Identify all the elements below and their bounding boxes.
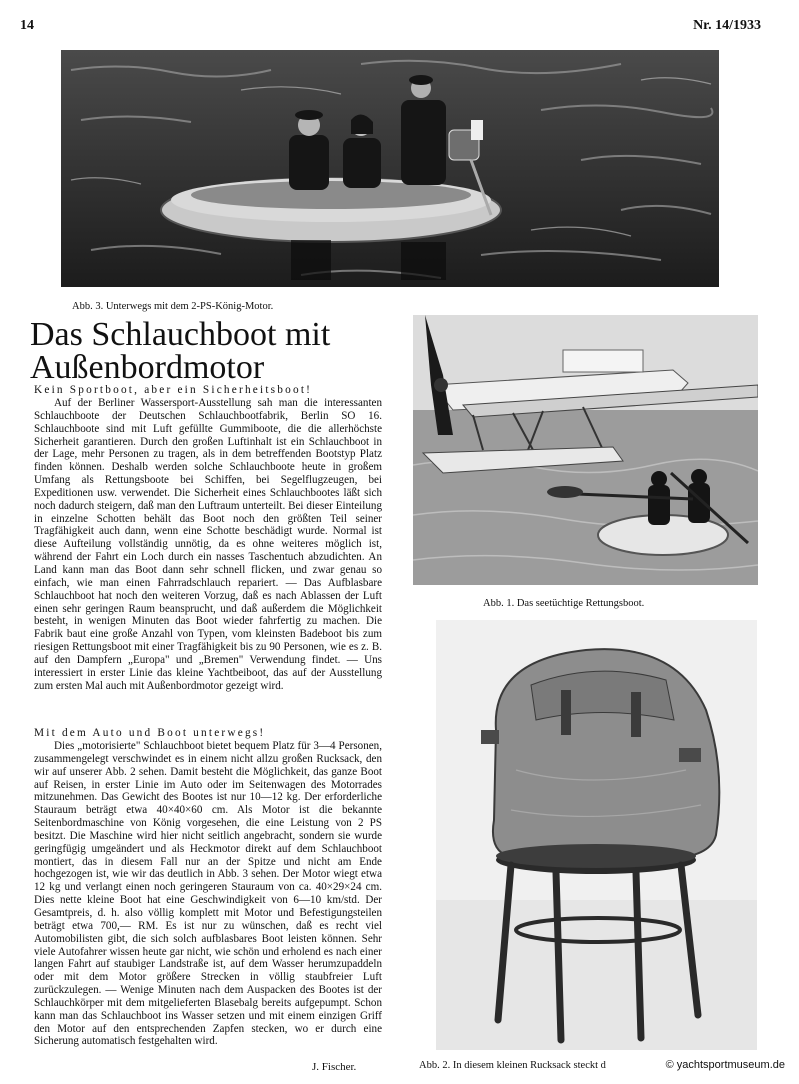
figure-3-caption: Abb. 3. Unterwegs mit dem 2-PS-König-Motor. <box>72 301 274 312</box>
photo-seaplane-rescue-boat <box>413 315 758 585</box>
title-line-2: Außenbordmotor <box>30 349 265 386</box>
photo-boat-with-motor <box>61 50 719 287</box>
article-title <box>30 318 405 384</box>
figure-2-caption: Abb. 2. In diesem kleinen Rucksack steckt d <box>419 1060 606 1071</box>
watermark-credit: © yachtsportmuseum.de <box>665 1059 785 1071</box>
figure-1-caption: Abb. 1. Das seetüchtige Rettungsboot. <box>483 598 645 609</box>
section-2-text: Dies „motorisierte" Schlauchboot bietet bequem Platz für 3—4 Personen, zusammengelegt verschwindet es in einem nicht allzu großen Rucksack, den wir auf unserer Abb. 2 sehen. Damit besteht die Möglichkeit, das ganze Boot auf Reisen, in erster Linie im Auto oder im Seitenwagen des Motorrades mitzunehmen. Das Gewicht des Bootes ist nur 10—12 kg. Der erforderliche Stauraum beträgt etwa 40×40×60 cm. Als Motor ist die bekannte Seitenbordmaschine von König vorgesehen, die eine Leistung von 2 PS besitzt. Die Maschine wird hier nicht seitlich angebracht, sondern sie wurde geringfügig umgeändert und als Heckmotor direkt auf dem Schlauchboot montiert, das in diesem Fall nur an der Spitze und nicht am Ende hochgezogen ist, wie wir das deutlich in Abb. 3 sehen. Der Motor wiegt etwa 12 kg und verlangt einen noch geringeren Stauraum von ca. 40×29×24 cm. Dies nette kleine Boot hat eine Geschwindigkeit von 6—10 km/std. Der Gesamtpreis, d. h. also völlig komplett mit Motor und Befestigungsteilen beträgt etwa 700,— RM. Es ist nur zu wünschen, daß es recht viel Automobilisten gibt, die sich solch aufblasbares Boot leisten können. Sehr viele Autofahrer wissen heute gar nicht, wie schön und erholend es nach einer langen Fahrt auf staubiger Landstraße ist, auf dem Wasser herumzupaddeln oder mit dem Motor größere Strecken in völlig staubfreier Luft zurückzulegen. — Wenige Minuten nach dem Auspacken des Bootes ist der Schlauchkörper mit dem mitgelieferten Blasebalg bereits aufgepumpt. Schon kann man das Schlauchboot ins Wasser setzen und mit einem einzigen Griff den Motor auf den entsprechenden Zapfen stecken, wo er durch eine Sicherung automatisch festgehalten wird. <box>34 740 382 1048</box>
section-2-heading: Mit dem Auto und Boot unterwegs! <box>34 727 266 739</box>
author: J. Fischer. <box>312 1061 357 1073</box>
page-number: 14 <box>20 18 34 33</box>
issue-number: Nr. 14/1933 <box>693 18 761 33</box>
section-1-heading: Kein Sportboot, aber ein Sicherheitsboot! <box>34 384 313 396</box>
section-1-text: Auf der Berliner Wassersport-Ausstellung sah man die interessanten Schlauchboote der Deutschen Schlauchbootfabrik, Berlin SO 16. Schlauchboote sind mit Luft gefüllte Gummiboote, die die allerhöchste Sicherheit garantieren. Durch den großen Luftinhalt ist ein Schlauchboot in der Lage, mehr Personen zu tragen, als in dem betreffenden Bootstyp Platz finden können. Deshalb werden solche Schlauchboote heute in großem Umfang als Rettungsboote bei Schiffen, bei Segelflugzeugen, bei Expeditionen usw. verwendet. Die Sicherheit eines Schlauchbootes läßt sich noch dadurch steigern, daß man den Luftraum unterteilt. Bei dieser Einteilung in einzelne Schotten behält das Boot noch den größten Teil seiner Tragfähigkeit auch dann, wenn eine Schotte beschädigt wurde. Normal ist diese Aufteilung vollständig unnötig, da es ohne weiteres möglich ist, während der Fahrt ein Loch durch ein nasses Taschentuch abzudichten. An Land kann man das Boot dann sehr schnell flicken, und zwar genau so einfach, wie man einen Fahrradschlauch repariert. — Das Aufblasbare Schlauchboot hat noch den weiteren Vorzug, daß es nach Ablassen der Luft einen sehr geringen Raum beansprucht, und daß außerdem die Möglichkeit besteht, in wenigen Minuten das Boot wieder fahrfertig zu machen. Die Fabrik baut eine große Anzahl von Typen, vom kleinsten Badeboot bis zum riesigen Rettungsboot mit einer Tragfähigkeit bis zu 90 Personen, wie es z. B. auf den Dampfern „Europa" und „Bremen" Verwendung findet. — Uns interessiert in erster Linie das kleine Yachtbeiboot, das auf der Ausstellung zum ersten Mal auch mit Außenbordmotor gezeigt wird. <box>34 397 382 692</box>
photo-rucksack-on-stool <box>436 620 757 1050</box>
title-line-1: Das Schlauchboot mit <box>30 316 331 353</box>
